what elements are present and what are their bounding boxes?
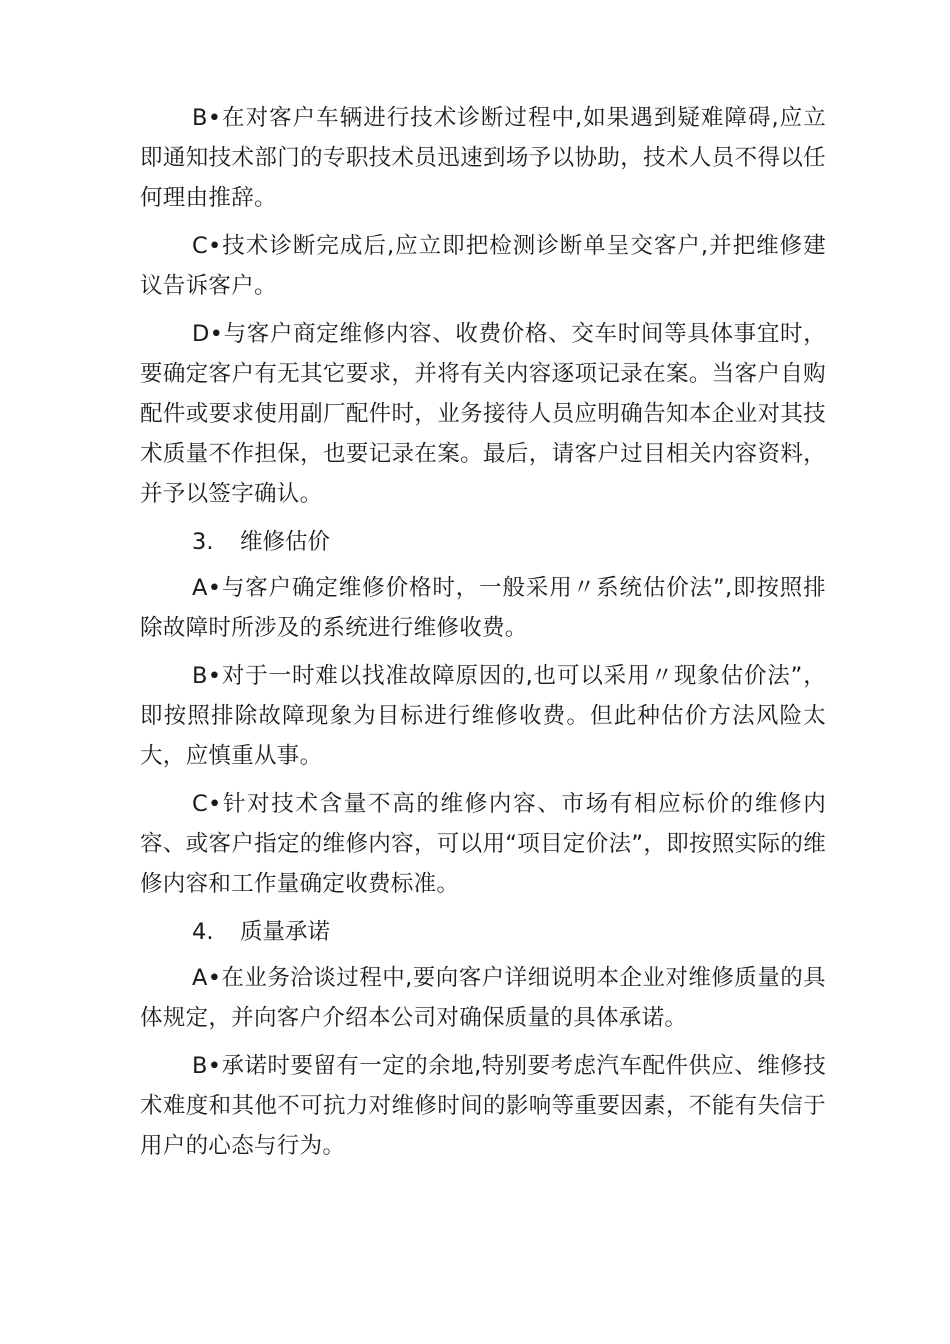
paragraph-a-quality-explanation: A•在业务洽谈过程中,要向客户详细说明本企业对维修质量的具体规定，并向客户介绍本公司对确保质量的具体承诺。	[140, 965, 826, 1031]
section-title: 质量承诺	[240, 919, 331, 945]
paragraph-a-system-pricing: A•与客户确定维修价格时，一般采用〃系统估价法”,即按照排除故障时所涉及的系统进行维修收费。	[140, 575, 826, 641]
section-heading-quality-commitment	[140, 912, 826, 952]
paragraph-d-repair-agreement: D•与客户商定维修内容、收费价格、交车时间等具体事宜时，要确定客户有无其它要求，并将有关内容逐项记录在案。当客户自购配件或要求使用副厂配件时，业务接待人员应明确告知本企业对其技术质量不作担保，也要记录在案。最后，请客户过目相关内容资料，并予以签字确认。	[140, 321, 826, 507]
section-heading-repair-estimate	[140, 522, 826, 562]
section-number: 3.	[192, 529, 214, 555]
paragraph-b-phenomenon-pricing: B•对于一时难以找准故障原因的,也可以采用〃现象估价法”，即按照排除故障现象为目标进行维修收费。但此种估价方法风险太大，应慎重从事。	[140, 663, 826, 769]
document-page	[140, 98, 826, 1174]
section-title: 维修估价	[240, 529, 331, 555]
paragraph-c-item-pricing: C•针对技术含量不高的维修内容、市场有相应标价的维修内容、或客户指定的维修内容，可以用“项目定价法”，即按照实际的维修内容和工作量确定收费标准。	[140, 791, 826, 897]
paragraph-b-technical-diagnosis: B•在对客户车辆进行技术诊断过程中,如果遇到疑难障碍,应立即通知技术部门的专职技术员迅速到场予以协助，技术人员不得以任何理由推辞。	[140, 105, 826, 211]
paragraph-b-commitment-margin: B•承诺时要留有一定的余地,特别要考虑汽车配件供应、维修技术难度和其他不可抗力对维修时间的影响等重要因素，不能有失信于用户的心态与行为。	[140, 1053, 826, 1159]
paragraph-c-diagnosis-report: C•技术诊断完成后,应立即把检测诊断单呈交客户,并把维修建议告诉客户。	[140, 233, 826, 299]
section-number: 4.	[192, 919, 214, 945]
